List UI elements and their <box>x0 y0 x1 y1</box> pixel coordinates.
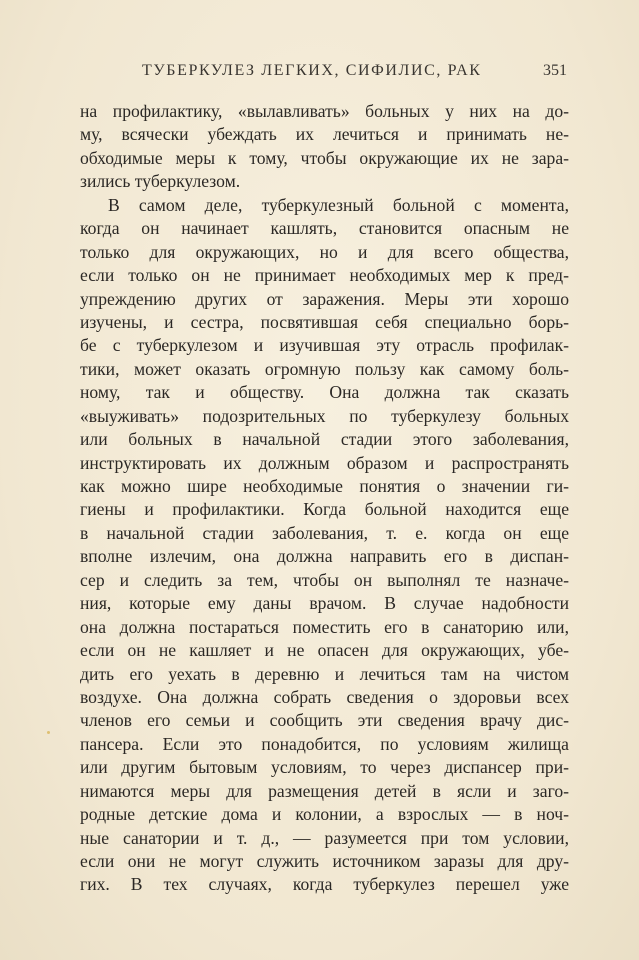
text-line: зились туберкулезом. <box>80 171 241 192</box>
body-text <box>80 100 569 897</box>
text-line: родные детские дома и колонии, а взрослых — в ноч- <box>80 804 569 825</box>
running-title: ТУБЕРКУЛЕЗ ЛЕГКИХ, СИФИЛИС, РАК <box>142 62 482 79</box>
text-line: сер и следить за тем, чтобы он выполнял те назначе- <box>80 569 569 590</box>
text-line: гих. В тех случаях, когда туберкулез перешел уже <box>80 874 569 895</box>
text-line: если только он не принимает необходимых мер к пред- <box>80 265 569 286</box>
text-line: воздухе. Она должна собрать сведения о здоровьи всех <box>80 686 569 707</box>
text-line: если они не могут служить источником заразы для дру- <box>80 851 569 871</box>
text-line: членов его семьи и сообщить эти сведения врачу дис- <box>80 710 569 731</box>
text-line: на профилактику, «вылавливать» больных у них на до- <box>80 101 569 121</box>
running-head <box>0 62 639 86</box>
text-line: или больных в начальной стадии этого заболевания, <box>80 429 569 450</box>
text-line: только для окружающих, но и для всего общества, <box>80 241 569 262</box>
text-line: изучены, и сестра, посвятившая себя специально борь- <box>80 311 569 332</box>
text-line: бе с туберкулезом и изучившая эту отрасль профилак- <box>80 335 569 356</box>
text-line: вполне излечим, она должна направить его в диспан- <box>80 546 569 567</box>
text-line: обходимые меры к тому, чтобы окружающие их не зара- <box>80 147 569 168</box>
text-line: ному, так и обществу. Она должна так сказать <box>80 382 569 403</box>
text-line: упреждению других от заражения. Меры эти хорошо <box>80 288 569 309</box>
text-line: или другим бытовым условиям, то через диспансер при- <box>80 757 569 778</box>
text-line: в начальной стадии заболевания, т. е. когда он еще <box>80 522 569 543</box>
text-line: когда он начинает кашлять, становится опасным не <box>80 218 569 239</box>
text-line: она должна постараться поместить его в санаторию или, <box>80 616 569 637</box>
text-line: нимаются меры для размещения детей в ясли и заго- <box>80 780 569 801</box>
text-line: В самом деле, туберкулезный больной с момента, <box>108 194 569 215</box>
text-line: му, всячески убеждать их лечиться и принимать не- <box>80 124 569 145</box>
text-line: дить его уехать в деревню и лечиться там на чистом <box>80 663 569 684</box>
text-line: гиены и профилактики. Когда больной находится еще <box>80 499 569 520</box>
paper-speck <box>47 731 50 734</box>
text-line: если он не кашляет и не опасен для окружающих, убе- <box>80 640 569 661</box>
text-line: «выуживать» подозрительных по туберкулезу больных <box>80 405 569 426</box>
text-line: инструктировать их должным образом и распространять <box>80 452 569 473</box>
text-line: пансера. Если это понадобится, по условиям жилища <box>80 733 569 754</box>
text-line: тики, может оказать огромную пользу как самому боль- <box>80 358 569 379</box>
text-line: ния, которые ему даны врачом. В случае надобности <box>80 593 569 614</box>
text-line: как можно шире необходимые понятия о значении ги- <box>80 476 569 496</box>
text-line: ные санатории и т. д., — разумеется при том условии, <box>80 827 569 848</box>
page-number: 351 <box>543 62 567 79</box>
